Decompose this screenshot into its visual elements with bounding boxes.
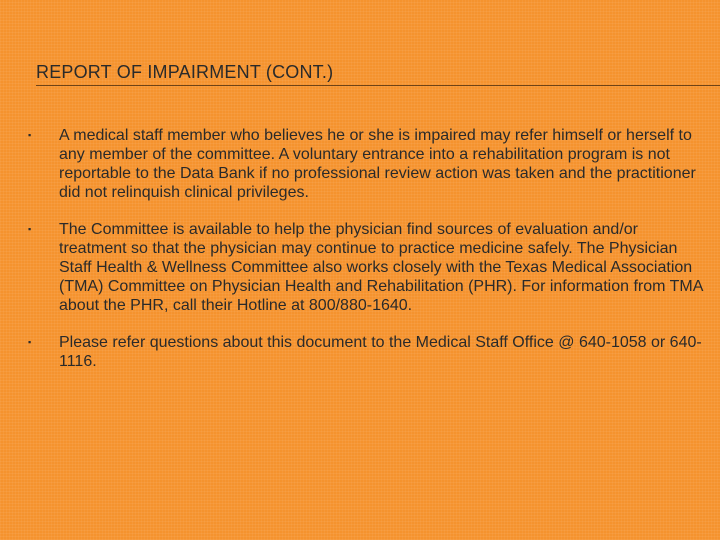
- bullet-text: Please refer questions about this document to the Medical Staff Office @ 640-1058 or 640-1116.: [59, 334, 702, 370]
- list-item: [28, 126, 704, 202]
- bullet-list: [28, 126, 704, 389]
- bullet-text: A medical staff member who believes he or she is impaired may refer himself or herself to any member of the committee. A voluntary entrance into a rehabilitation program is not reportable to the Data Bank if no professional review action was taken and the practitioner did not relinquish clinical privileges.: [59, 127, 696, 201]
- bullet-text: The Committee is available to help the physician find sources of evaluation and/or treatment so that the physician may continue to practice medicine safely. The Physician Staff Health & Wellness Committee also works closely with the Texas Medical Association (TMA) Committee on Physician Health and Rehabilitation (PHR). For information from TMA about the PHR, call their Hotline at 800/880-1640.: [59, 221, 703, 314]
- slide-title: REPORT OF IMPAIRMENT (CONT.): [36, 62, 334, 82]
- list-item: [28, 333, 704, 371]
- bullet-icon: ▪: [28, 130, 32, 140]
- title-area: [36, 62, 720, 83]
- list-item: [28, 220, 704, 315]
- bullet-icon: ▪: [28, 224, 32, 234]
- title-underline: [36, 85, 720, 86]
- bullet-icon: ▪: [28, 337, 32, 347]
